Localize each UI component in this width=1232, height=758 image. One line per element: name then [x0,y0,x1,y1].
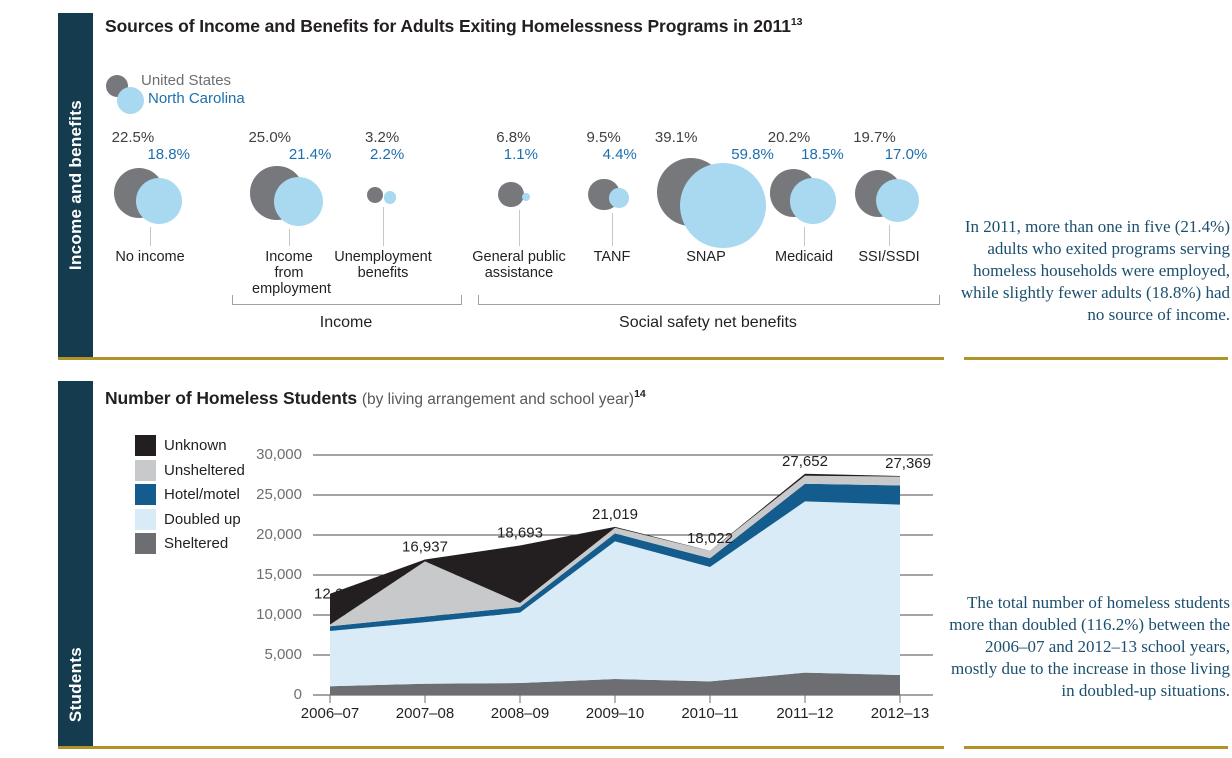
bubble-category-label: SNAP [686,249,726,265]
social-safety-bracket [478,295,940,305]
legend-label: Unknown [164,437,227,454]
income-bracket [232,295,462,305]
section2-divider-rule-right [964,746,1228,749]
section1-commentary: In 2011, more than one in five (21.4%) adults who exited programs serving homeless households were employed, while slightly fewer adults (18.8%) had no source of income. [960,217,1230,324]
x-axis-tick-label: 2007–08 [395,705,455,722]
x-axis-tick-label: 2006–07 [300,705,360,722]
nc-percent-label: 2.2% [369,146,405,163]
bubble-category-label: General public assistance [472,249,566,281]
us-bubble [498,182,524,208]
data-label: 18,693 [497,524,543,542]
nc-bubble [136,178,182,224]
us-percent-label: 9.5% [586,129,621,146]
us-percent-label: 3.2% [365,129,400,146]
y-axis-tick-label: 15,000 [256,566,302,583]
section2-title [105,388,646,409]
data-label: 21,019 [592,505,638,523]
section2-subtitle: (by living arrangement and school year) [361,391,635,408]
bubble-connector-line [889,225,890,246]
us-percent-label: 25.0% [248,129,292,146]
us-percent-label: 39.1% [654,129,698,146]
x-axis-tick-label: 2010–11 [681,705,739,722]
x-axis-tick-label: 2011–12 [776,705,834,722]
data-label: 12,659 [314,585,360,603]
bubble-connector-line [289,229,290,246]
legend-swatch-unsheltered [135,460,156,481]
legend-label: Doubled up [164,510,241,528]
us-bubble [367,187,383,203]
nc-bubble [522,193,530,201]
us-percent-label: 20.2% [767,129,811,146]
section2-footnote-marker: 14 [634,388,646,401]
nc-percent-label: 17.0% [884,146,928,163]
x-axis-tick-label: 2012–13 [870,705,930,722]
x-axis-tick-label: 2009–10 [585,705,645,722]
nc-bubble [876,179,919,222]
nc-bubble [609,188,629,208]
students-area-chart [313,453,933,707]
bubble-connector-line [612,213,613,246]
y-axis-tick-label: 5,000 [264,646,302,663]
y-axis-tick-label: 20,000 [256,526,302,543]
y-axis-tick-label: 10,000 [256,606,302,623]
income-bracket-label: Income [319,314,373,331]
y-axis-tick-label: 30,000 [256,446,302,463]
section2-commentary: The total number of homeless students more than doubled (116.2%) between the 2006–07 and 2012–13 school years, mostly due to the increase in those living in doubled-up situations. [949,593,1230,700]
section1-title-text: Sources of Income and Benefits for Adults Exiting Homelessness Programs in 2011 [105,16,791,36]
bubble-category-label: Medicaid [774,249,834,265]
social-safety-bracket-label: Social safety net benefits [619,314,797,331]
data-label: 16,937 [402,538,448,556]
bubble-category-label: Unemployment benefits [334,249,432,281]
section-band-students [58,381,93,746]
section2-title-text: Number of Homeless Students [105,388,358,408]
nc-bubble [790,178,835,223]
section1-divider-rule [58,357,944,360]
bubble-connector-line [519,210,520,246]
bubble-category-label: Income from employment [252,249,331,297]
section1-footnote-marker: 13 [790,16,803,29]
nc-percent-label: 59.8% [731,146,774,163]
section-band-label: Income and benefits [65,99,85,271]
nc-bubble [384,191,396,203]
section2-divider-rule [58,746,944,749]
y-axis-tick-label: 0 [293,686,302,703]
us-percent-label: 19.7% [853,129,896,146]
legend-swatch-unknown [135,435,156,456]
legend-nc-label: North Carolina [148,90,245,107]
nc-percent-label: 4.4% [602,146,637,163]
nc-percent-label: 18.8% [147,146,190,163]
data-label: 18,022 [687,529,733,547]
nc-bubble [680,163,765,248]
legend-label: Unsheltered [164,461,245,479]
nc-bubble [274,177,323,226]
legend-swatch-doubled-up [135,509,156,530]
data-label: 27,652 [782,453,828,470]
nc-percent-label: 1.1% [503,146,538,163]
students-area-chart-svg [313,453,933,707]
nc-percent-label: 21.4% [288,146,332,163]
legend-us-label: United States [141,72,232,89]
bubble-connector-line [804,227,805,246]
section1-divider-rule-right [964,357,1228,360]
bubble-connector-line [150,227,151,246]
x-axis-tick-label: 2008–09 [490,705,550,722]
section-band-label: Students [65,646,85,722]
legend-label: Sheltered [164,535,229,552]
data-label: 27,369 [885,455,931,473]
y-axis-tick-label: 25,000 [256,486,302,503]
legend-swatch-hotel-motel [135,484,156,505]
nc-percent-label: 18.5% [801,146,844,163]
bubble-connector-line [383,207,384,246]
us-percent-label: 22.5% [111,129,155,146]
legend-label: Hotel/motel [164,486,240,503]
legend-swatch-sheltered [135,533,156,554]
bubble-category-label: TANF [593,249,631,265]
bubble-category-label: SSI/SSDI [858,249,920,265]
bubble-category-label: No income [115,249,185,265]
us-percent-label: 6.8% [496,129,531,146]
